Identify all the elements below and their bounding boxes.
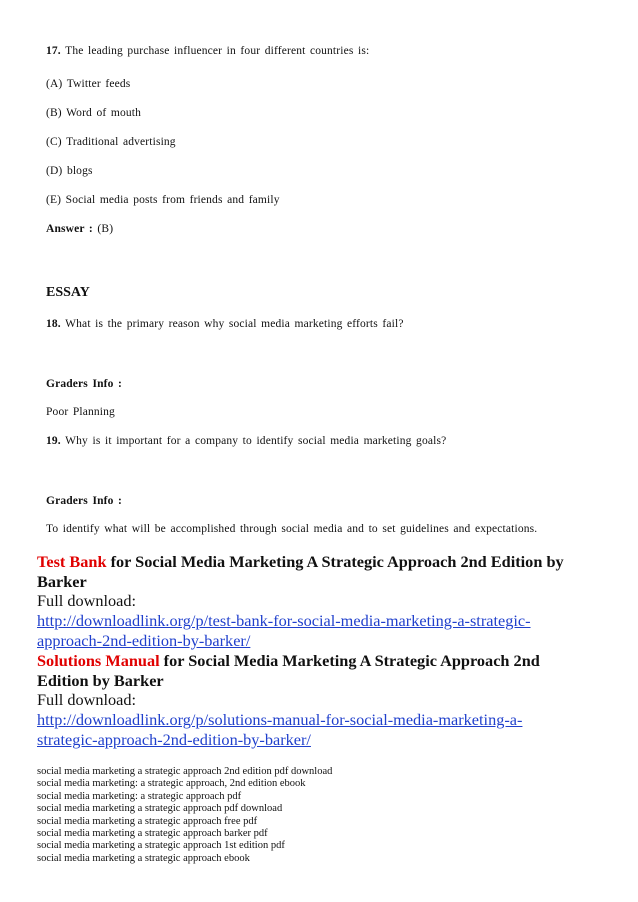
question-number: 19. xyxy=(46,435,61,447)
graders-info-label: Graders Info : xyxy=(46,378,123,390)
question-18 xyxy=(46,318,404,330)
test-bank-label: Test Bank xyxy=(37,552,107,571)
keyword-line: social media marketing: a strategic approach, 2nd edition ebook xyxy=(37,778,306,790)
graders-info-text: To identify what will be accomplished through social media and to set guidelines and expectations. xyxy=(46,523,538,535)
keyword-line: social media marketing a strategic approach barker pdf xyxy=(37,828,268,840)
keyword-line: social media marketing a strategic approach pdf download xyxy=(37,803,283,815)
question-number: 18. xyxy=(46,318,61,330)
solutions-manual-title xyxy=(37,651,592,690)
answer-label: Answer : xyxy=(46,223,93,235)
question-number: 17. xyxy=(46,45,61,57)
question-text: The leading purchase influencer in four different countries is: xyxy=(65,45,370,57)
option-a: (A) Twitter feeds xyxy=(46,78,131,90)
solutions-manual-label: Solutions Manual xyxy=(37,651,160,670)
keyword-list xyxy=(37,766,332,865)
question-text: What is the primary reason why social media marketing efforts fail? xyxy=(65,318,404,330)
option-e: (E) Social media posts from friends and family xyxy=(46,194,280,206)
solutions-download-label: Full download: xyxy=(37,690,137,710)
graders-info-label: Graders Info : xyxy=(46,495,123,507)
option-c: (C) Traditional advertising xyxy=(46,136,176,148)
test-bank-title-text: for Social Media Marketing A Strategic Approach 2nd Edition by Barker xyxy=(37,552,564,591)
graders-info-text: Poor Planning xyxy=(46,406,115,418)
keyword-line: social media marketing a strategic approach 2nd edition pdf download xyxy=(37,766,333,777)
keyword-line: social media marketing a strategic approach ebook xyxy=(37,852,250,864)
question-17 xyxy=(46,45,369,57)
question-text: Why is it important for a company to identify social media marketing goals? xyxy=(65,435,447,447)
solutions-manual-link[interactable]: http://downloadlink.org/p/solutions-manual-for-social-media-marketing-a-strategic-approach-2nd-edition-by-barker/ xyxy=(37,710,523,749)
keyword-line: social media marketing a strategic approach 1st edition pdf xyxy=(37,840,285,852)
option-b: (B) Word of mouth xyxy=(46,107,142,119)
keyword-line: social media marketing: a strategic approach pdf xyxy=(37,790,242,802)
test-bank-download-label: Full download: xyxy=(37,591,137,611)
section-heading-essay: ESSAY xyxy=(46,285,90,300)
solutions-manual-title-text: for Social Media Marketing A Strategic Approach 2nd Edition by Barker xyxy=(37,651,540,690)
answer-line xyxy=(46,223,113,235)
solutions-manual-block xyxy=(37,651,607,750)
answer-value: (B) xyxy=(97,223,114,235)
test-bank-block xyxy=(37,552,607,651)
question-19 xyxy=(46,435,446,447)
test-bank-link[interactable]: http://downloadlink.org/p/test-bank-for-social-media-marketing-a-strategic-approach-2nd-edition-by-barker/ xyxy=(37,611,531,650)
option-d: (D) blogs xyxy=(46,165,93,177)
test-bank-title xyxy=(37,552,607,591)
keyword-line: social media marketing a strategic approach free pdf xyxy=(37,815,258,827)
